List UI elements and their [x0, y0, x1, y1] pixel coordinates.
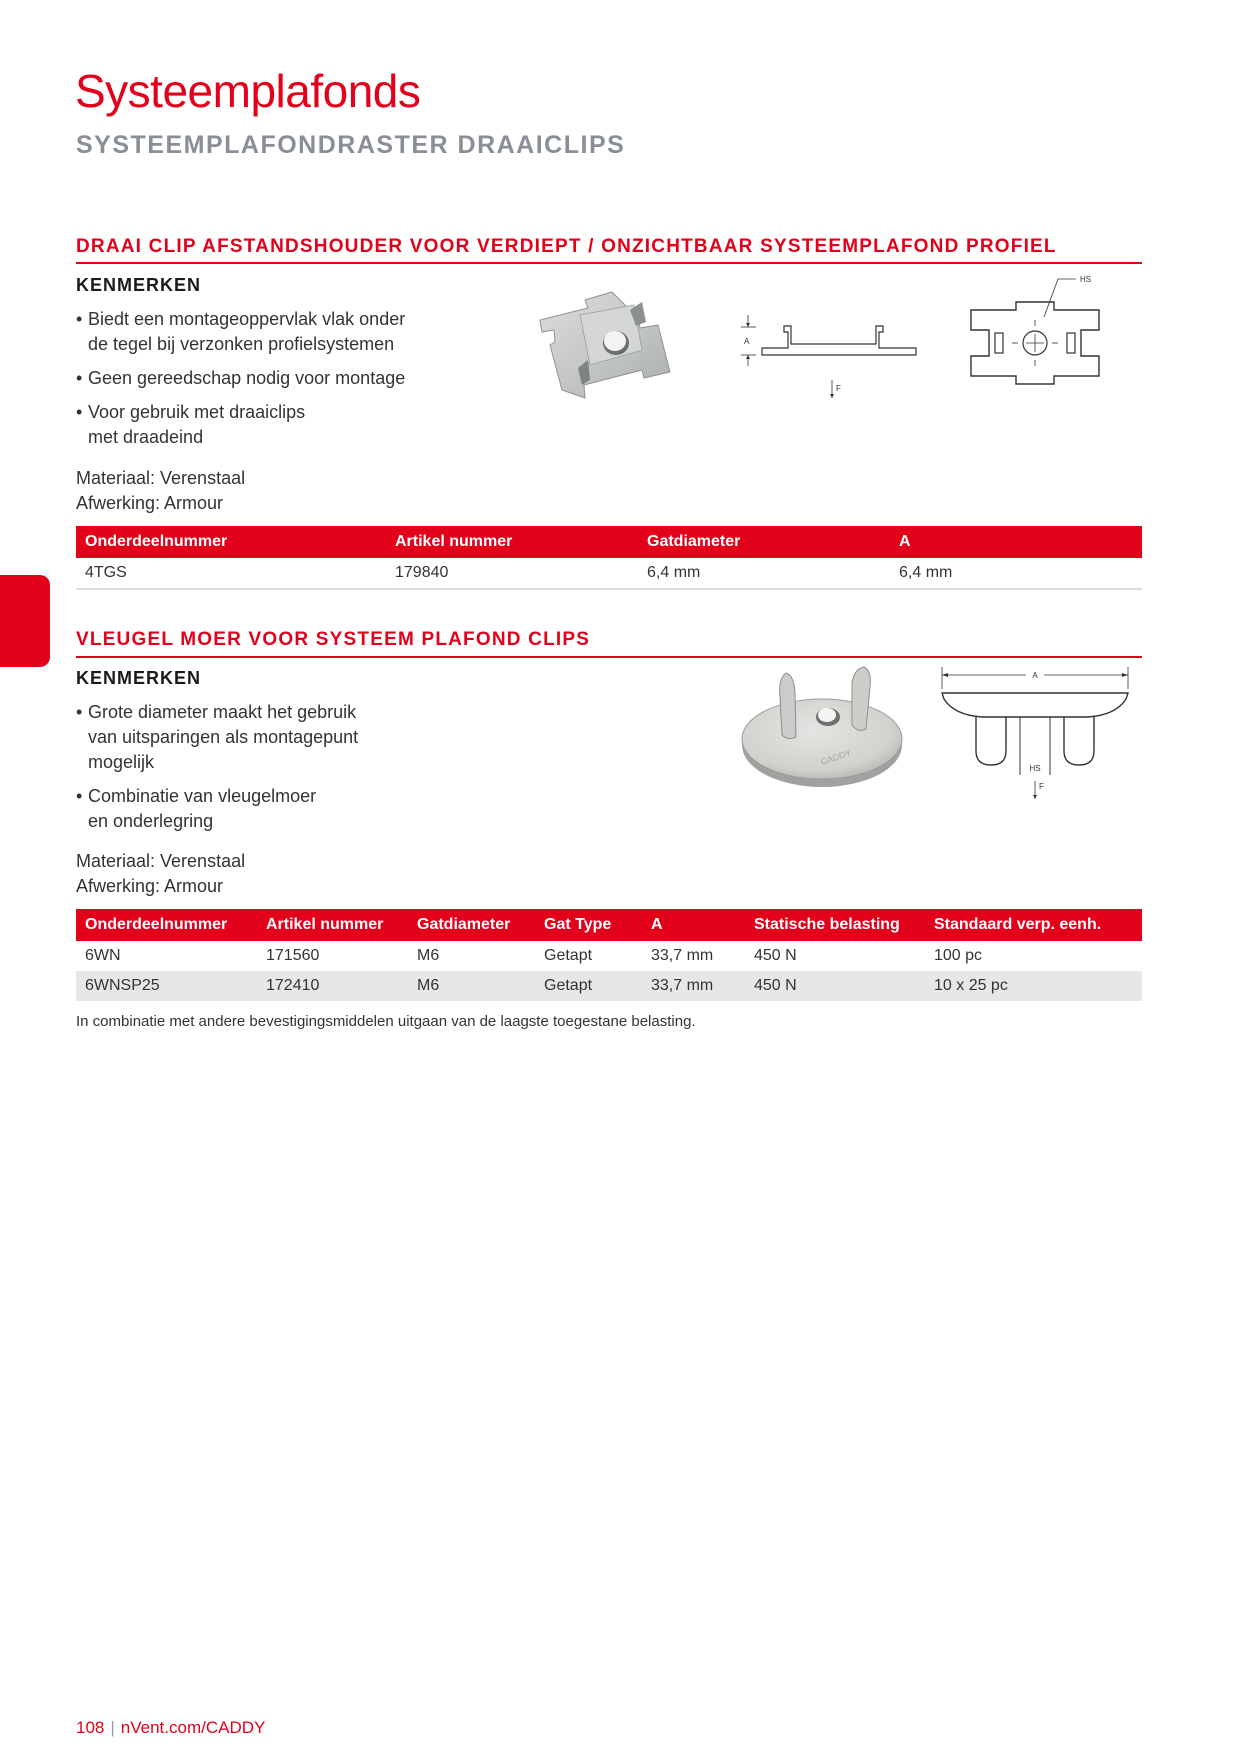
col-header: A: [642, 909, 745, 941]
table-cell: 6WN: [85, 947, 121, 964]
feature-item: • Grote diameter maakt het gebruik van uitsparingen als montagepunt mogelijk: [76, 700, 476, 775]
section2-material: Materiaal: Verenstaal: [76, 851, 246, 871]
feature-item: • Geen gereedschap nodig voor montage: [76, 366, 496, 391]
table-cell: M6: [408, 971, 535, 1001]
dim-label-hs: HS: [1080, 275, 1092, 284]
section2-rule: [76, 656, 1142, 658]
section2-footnote: In combinatie met andere bevestigingsmiddelen uitgaan van de laagste toegestane belasting.: [76, 1013, 696, 1030]
page-title: Systeemplafonds: [75, 65, 421, 117]
col-header: Gatdiameter: [638, 526, 890, 558]
feature-item: • Combinatie van vleugelmoer en onderlegring: [76, 784, 476, 834]
svg-text:CADDY: CADDY: [819, 747, 853, 767]
dim-label-a: A: [1032, 671, 1038, 680]
table-cell: Getapt: [544, 947, 593, 964]
table-header-row: [76, 909, 1142, 941]
col-header: Standaard verp. eenh.: [925, 909, 1142, 941]
table-cell: 171560: [266, 947, 320, 964]
section1-table: [76, 526, 1142, 590]
col-header: A: [890, 526, 1142, 558]
table-cell: 450 N: [754, 947, 797, 964]
section2-finish: Afwerking: Armour: [76, 876, 224, 896]
col-header: Gatdiameter: [408, 909, 535, 941]
page-footer: [76, 1718, 265, 1738]
col-header: Gat Type: [535, 909, 642, 941]
table-cell: 172410: [257, 971, 408, 1001]
table-cell: 450 N: [745, 971, 925, 1001]
twist-clip-photo: [530, 290, 690, 405]
section2-features-list: [76, 700, 476, 843]
col-header: Statische belasting: [745, 909, 925, 941]
footer-separator: |: [110, 1718, 115, 1737]
col-header: Onderdeelnummer: [76, 526, 386, 558]
section1-rule: [76, 262, 1142, 264]
table-cell: 100 pc: [934, 947, 983, 964]
page-subtitle: SYSTEEMPLAFONDRASTER DRAAICLIPS: [76, 131, 626, 159]
dim-label-a: A: [744, 337, 750, 346]
twist-clip-top-diagram: [968, 272, 1118, 400]
page-number: 108: [76, 1718, 105, 1737]
table-cell: 6WNSP25: [76, 971, 257, 1001]
table-cell: 4TGS: [76, 558, 386, 589]
wing-nut-photo: [740, 665, 905, 790]
table-row: [76, 971, 1142, 1001]
table-header-row: [76, 526, 1142, 558]
col-header: Artikel nummer: [257, 909, 408, 941]
section1-finish: Afwerking: Armour: [76, 493, 224, 513]
wing-nut-side-diagram: [938, 665, 1134, 805]
table-cell: 179840: [386, 558, 638, 589]
twist-clip-side-diagram: [736, 310, 926, 405]
table-cell: 10 x 25 pc: [925, 971, 1142, 1001]
footer-site-link[interactable]: nVent.com/CADDY: [120, 1718, 266, 1737]
section1-features-heading: KENMERKEN: [76, 275, 202, 295]
section2-title: VLEUGEL MOER VOOR SYSTEEM PLAFOND CLIPS: [76, 629, 591, 650]
dim-label-f: F: [1039, 782, 1044, 791]
feature-item: • Voor gebruik met draaiclips met draadeind: [76, 400, 496, 450]
table-cell: Getapt: [535, 971, 642, 1001]
table-cell: 33,7 mm: [651, 947, 714, 964]
section1-material: Materiaal: Verenstaal: [76, 468, 246, 488]
feature-item: • Biedt een montageoppervlak vlak onder de tegel bij verzonken profielsystemen: [76, 307, 496, 357]
table-cell: 33,7 mm: [642, 971, 745, 1001]
section2-features-heading: KENMERKEN: [76, 668, 202, 688]
section1-features-list: [76, 307, 496, 459]
table-row: [76, 941, 1142, 971]
table-cell: M6: [417, 947, 440, 964]
table-row: [76, 558, 1142, 589]
col-header: Artikel nummer: [386, 526, 638, 558]
table-cell: 6,4 mm: [890, 558, 1142, 589]
table-cell: 6,4 mm: [638, 558, 890, 589]
chapter-side-tab: [0, 575, 50, 667]
section1-title: DRAAI CLIP AFSTANDSHOUDER VOOR VERDIEPT / ONZICHTBAAR SYSTEEMPLAFOND PROFIEL: [76, 236, 1057, 257]
dim-label-hs: HS: [1029, 764, 1041, 773]
col-header: Onderdeelnummer: [76, 909, 257, 941]
section2-table: [76, 909, 1142, 1001]
dim-label-f: F: [836, 384, 841, 393]
